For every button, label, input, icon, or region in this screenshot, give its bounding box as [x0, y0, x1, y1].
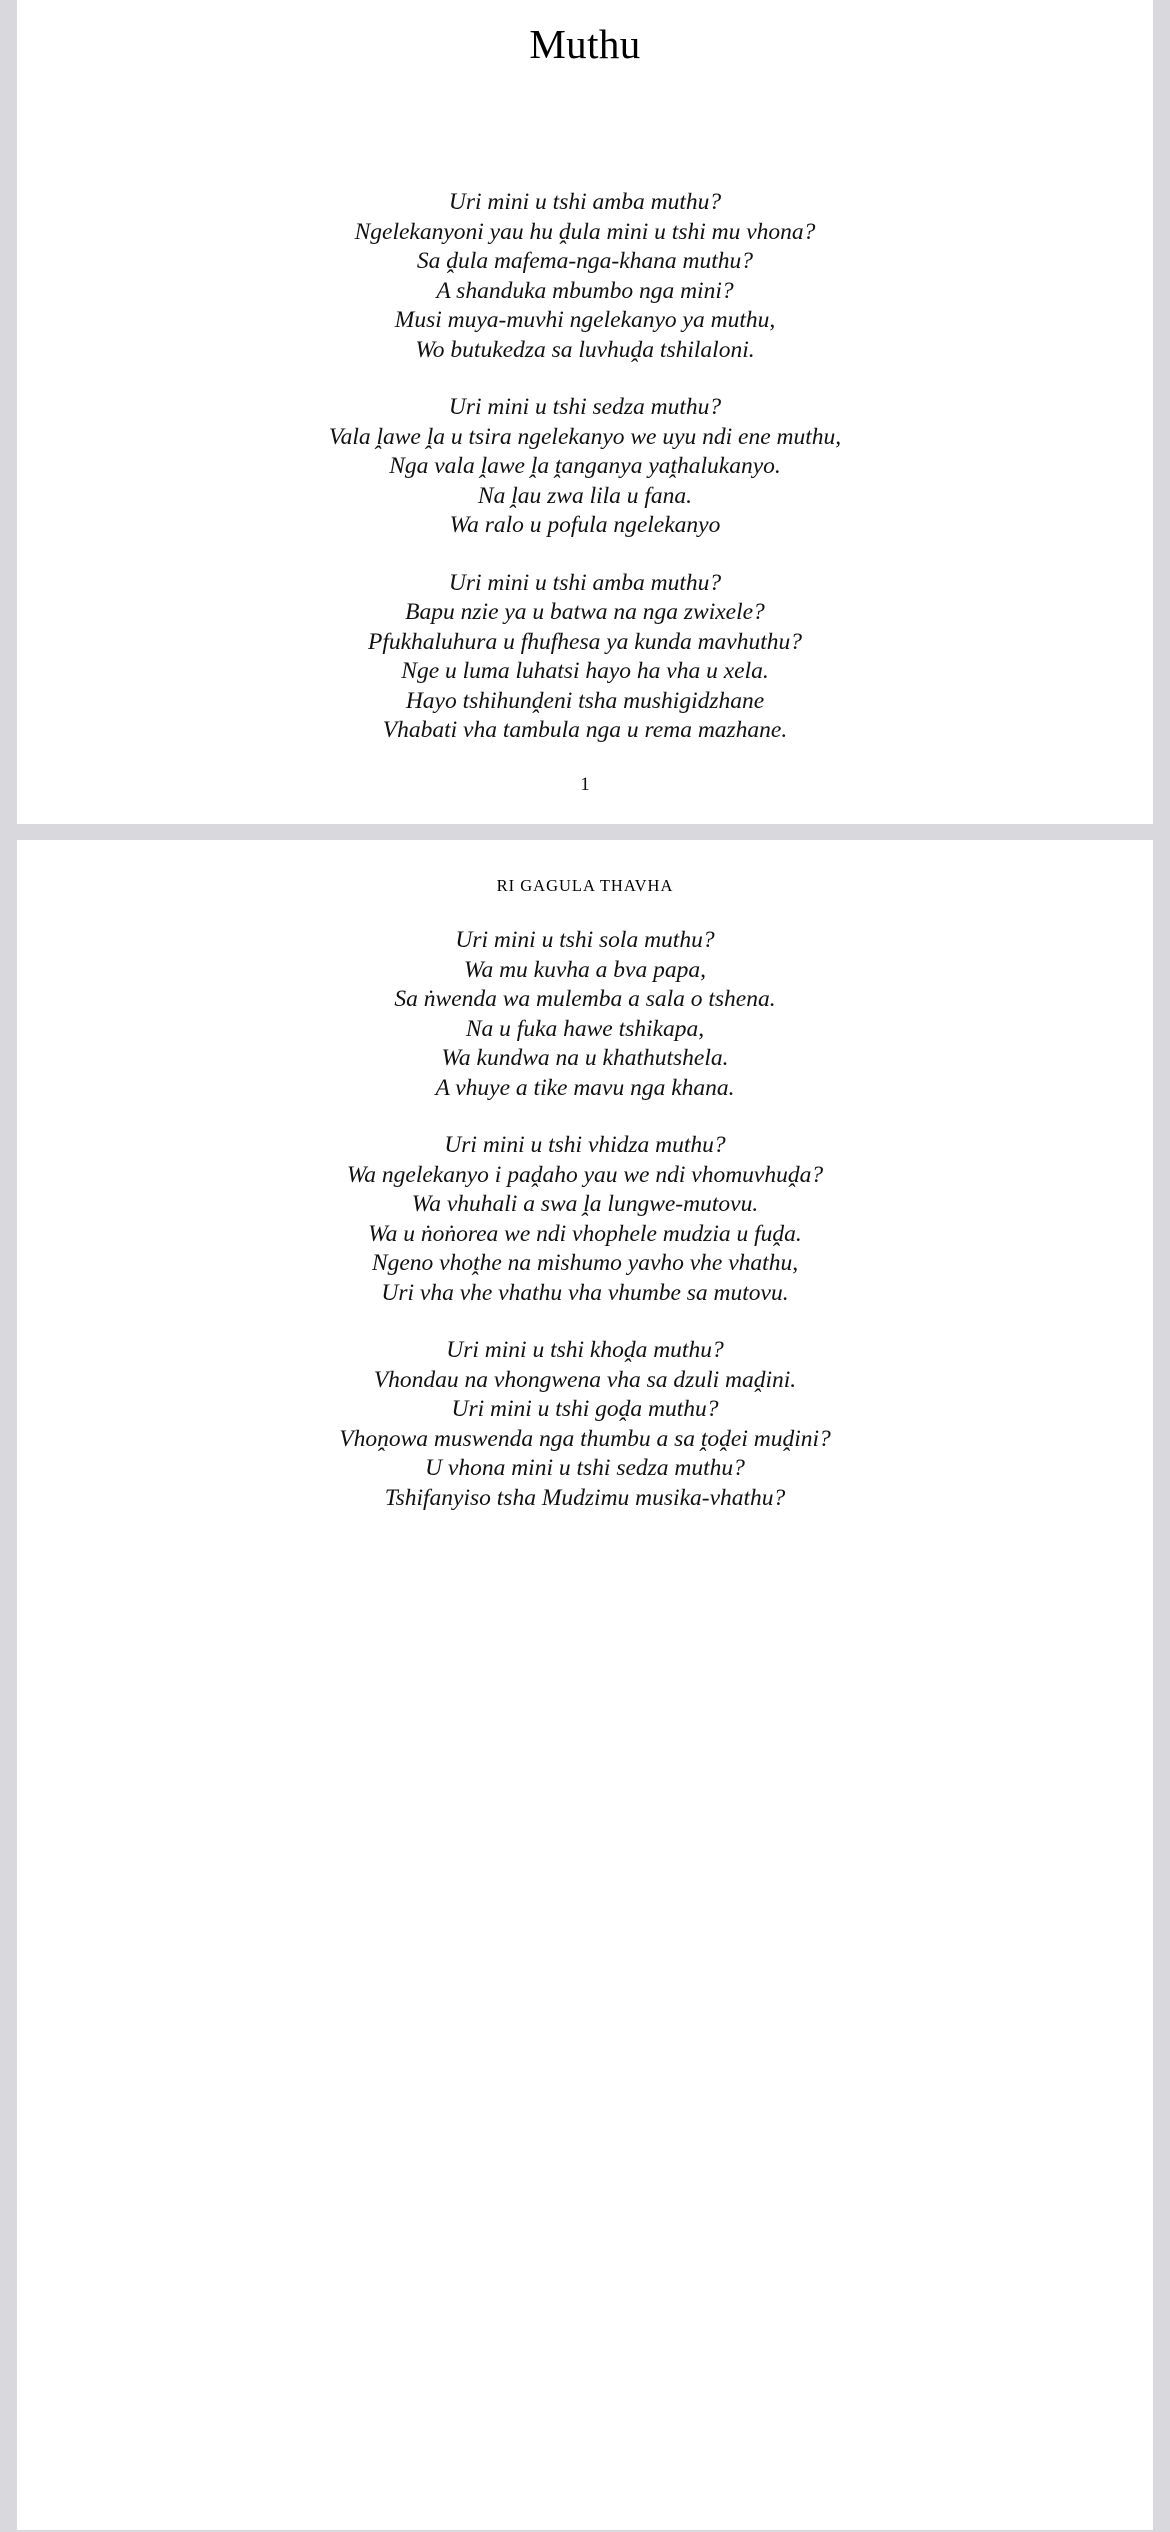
- poem-line: Musi muya-muvhi ngelekanyo ya muthu,: [394, 307, 776, 333]
- poem-line: Wa u ṅoṅorea we ndi vhophele mudzia u fuḓa.: [368, 1220, 802, 1247]
- poem-line: Uri mini u tshi sola muthu?: [455, 927, 715, 953]
- title-spacer: [77, 68, 1093, 188]
- poem-line: Bapu nzie ya u batwa na nga zwixele?: [405, 599, 765, 625]
- poem-line: Wa mu kuvha a bva papa,: [464, 956, 706, 983]
- running-head-spacer: [77, 896, 1093, 926]
- running-head: RI GAGULA THAVHA: [496, 876, 674, 895]
- stanza: [77, 926, 1093, 1103]
- poem-line: Wa ralo u pofula ngelekanyo: [449, 512, 721, 538]
- poem-line: Vhoṋowa muswenda nga thumbu a sa ṱoḓei muḓini?: [339, 1425, 831, 1452]
- poem-line: Uri vha vhe vhathu vha vhumbe sa mutovu.: [381, 1279, 789, 1306]
- poem-line: Vala ḽawe ḽa u tsira ngelekanyo we uyu ndi ene muthu,: [328, 423, 842, 450]
- poem-line: Nge u luma luhatsi hayo ha vha u xela.: [401, 658, 769, 684]
- poem-line: Nga vala ḽawe ḽa ṱanganya yaṱhalukanyo.: [389, 453, 781, 479]
- poem-line: Sa ḓula mafema-nga-khana muthu?: [416, 248, 754, 274]
- poem-line: Wo butukedza sa luvhuḓa tshilaloni.: [415, 336, 755, 363]
- page-number: 1: [580, 773, 590, 795]
- poem-line: Uri mini u tshi khoḓa muthu?: [446, 1337, 724, 1363]
- poem-line: Na u fuka hawe tshikapa,: [465, 1015, 705, 1042]
- stanza: [77, 569, 1093, 746]
- page-1: [17, 0, 1153, 824]
- poem-line: Ngeno vhoṱhe na mishumo yavho vhe vhathu,: [371, 1250, 799, 1276]
- poem-line: Tshifanyiso tsha Mudzimu musika-vhathu?: [384, 1484, 786, 1511]
- poem-line: Hayo tshihunḓeni tsha mushigidzhane: [405, 687, 765, 714]
- poem-line: Sa ṅwenda wa mulemba a sala o tshena.: [394, 986, 776, 1012]
- page-2: [17, 840, 1153, 2530]
- poem-line: A shanduka mbumbo nga mini?: [436, 277, 734, 304]
- poem-line: Vhabati vha tambula nga u rema mazhane.: [382, 717, 788, 743]
- poem-line: Wa ngelekanyo i paḓaho yau we ndi vhomuvhuḓa?: [346, 1161, 824, 1188]
- poem-line: Uri mini u tshi sedza muthu?: [448, 394, 722, 420]
- poem-line: Wa vhuhali a swa ḽa lungwe-mutovu.: [411, 1191, 759, 1217]
- poem-line: A vhuye a tike mavu nga khana.: [435, 1074, 735, 1101]
- poem-line: Vhondau na vhongwena vha sa dzuli maḓini.: [373, 1366, 797, 1393]
- poem-line: Ngelekanyoni yau hu ḓula mini u tshi mu vhona?: [354, 218, 816, 245]
- stanza: [77, 393, 1093, 541]
- stanza: [77, 188, 1093, 365]
- stanza: [77, 1131, 1093, 1308]
- page-title: Muthu: [529, 21, 641, 67]
- poem-line: U vhona mini u tshi sedza muthu?: [425, 1455, 745, 1481]
- stanza: [77, 1336, 1093, 1513]
- poem-line: Pfukhaluhura u fhufhesa ya kunda mavhuthu?: [367, 628, 803, 655]
- poem-line: Wa kundwa na u khathutshela.: [441, 1045, 729, 1071]
- poem-line: Uri mini u tshi goḓa muthu?: [451, 1396, 719, 1422]
- poem-line: Uri mini u tshi amba muthu?: [448, 189, 722, 215]
- poem-line: Uri mini u tshi vhidza muthu?: [444, 1132, 726, 1158]
- poem-line: Uri mini u tshi amba muthu?: [448, 569, 722, 596]
- poem-line: Na ḽau zwa lila u fana.: [477, 482, 693, 509]
